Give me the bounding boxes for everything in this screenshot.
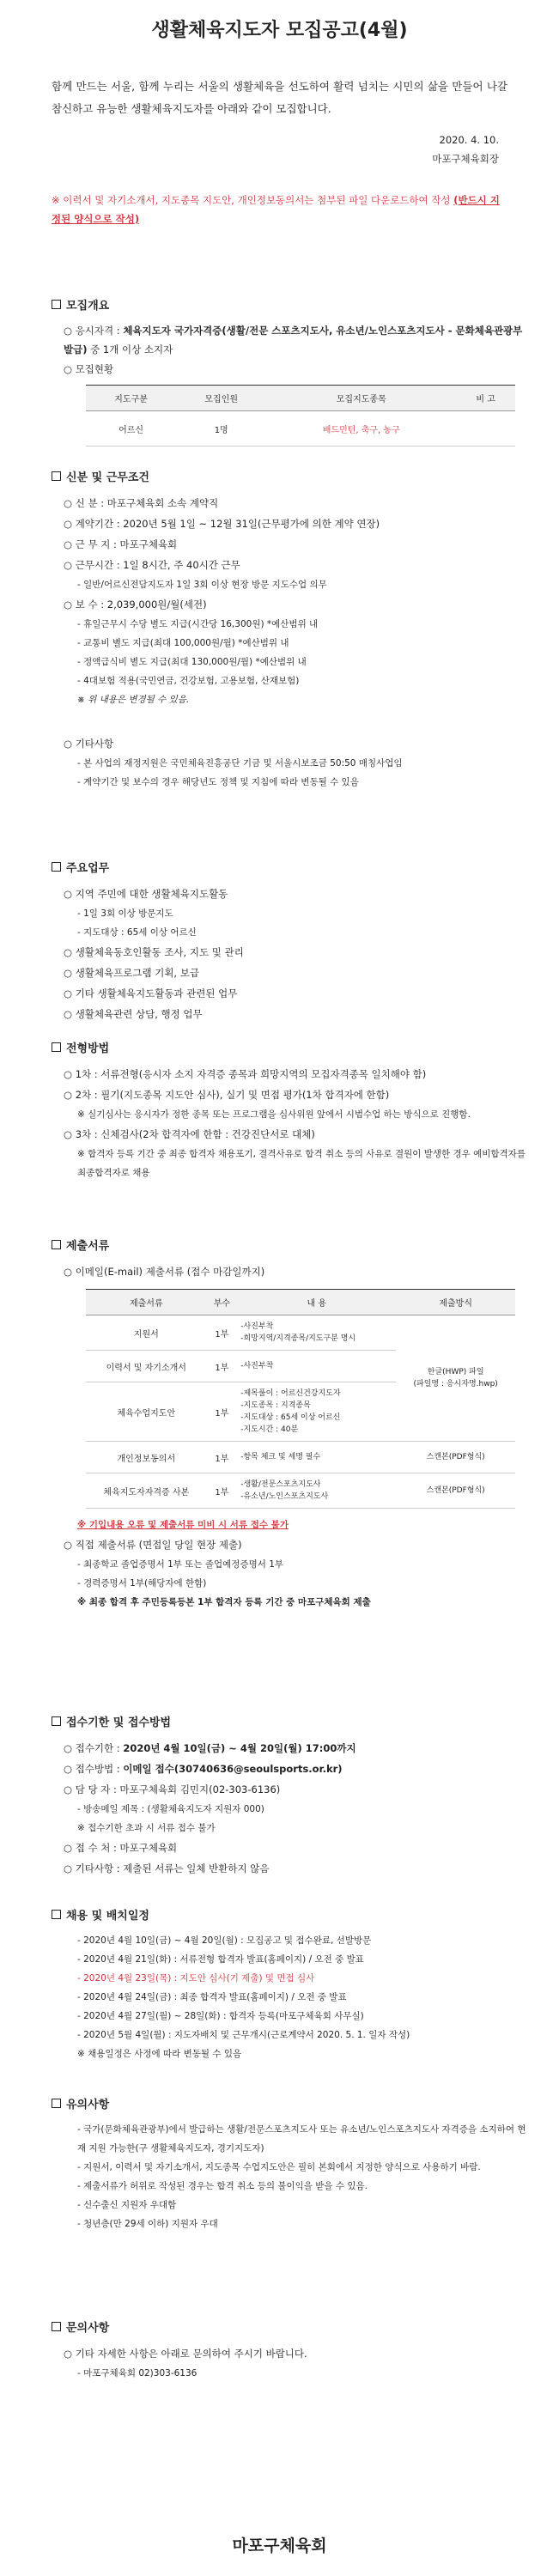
form-notice-bold: (반드시 지정된 양식으로 작성) bbox=[52, 194, 500, 225]
section-application: 접수기한 및 접수방법 ○ 접수기한 : 2020년 4월 10일(금) ~ 4월 20일(월) 17:00까지 ○ 접수방법 : 이메일 접수(30740636@seoulsports.or.kr) ○ 담 당 자 : 마포구체육회 김민지(02-303-6136) - 방송메일 제목 : (생활체육지도자 지원자 000) ※ 접수기한 초과 시 서류 접수 불가 ○ 접 수 처 : 마포구체육회 ○ 기타사항 : 제출된 서류는 일체 반환하지 않음 bbox=[52, 1713, 532, 1879]
section-heading: 접수기한 및 접수방법 bbox=[52, 1713, 532, 1729]
table-row: 지원서 1부 -사진부착 -희망지역/지격종목/지도구분 명시 한글(HWP) 파일 (파일명 : 응시자명.hwp) bbox=[86, 1315, 515, 1351]
section-heading: 유의사항 bbox=[52, 2095, 532, 2111]
checkbox-square-icon bbox=[52, 300, 61, 309]
checkbox-square-icon bbox=[52, 1910, 61, 1919]
recruit-table bbox=[86, 385, 515, 447]
intro-text: 함께 만드는 서울, 함께 누리는 서울의 생활체육을 선도하여 활력 넘치는 시민의 삶을 만들어 나갈 참신하고 유능한 생활체육지도자를 아래와 같이 모집합니다. bbox=[52, 80, 507, 115]
documents-table: 제출서류 부수 내 용 제출방식 지원서 1부 -사진부착 -희망지역/지격종목/지도구분 명시 한글(HWP) 파일 (파일명 : 응시자명.hwp) 이력서 및 자기소개서 1부 -사진부착 체육수업지도안 1부 -제목풀이 : 어르신건강지도자 -지도종목 : 지격종목 -지도대상 : 65세 이상 어르신 -지도시간 : 40분 개인정보동의서 1부 -항목 체크 및 세명 필수 스캔본(PDF형식) 체육지도자자격증 사본 1부 -생활/전문스포츠지도사 -유소년/노인스포츠지도사 스캔본(PDF형식) bbox=[86, 1289, 515, 1509]
section-documents: 제출서류 ○ 이메일(E-mail) 제출서류 (접수 마감일까지) 제출서류 부수 내 용 제출방식 지원서 1부 -사진부착 -희망지역/지격종목/지도구분 명시 한글(HWP) 파일 (파일명 : 응시자명.hwp) 이력서 및 자기소개서 1부 -사진부착 체육수업지도안 1부 -제목풀이 : 어르신건강지도자 -지도종목 : 지격종목 -지도대상 : 65세 이상 어르신 -지도시간 : 40분 개인정보동의서 1부 -항목 체크 및 세명 필수 스캔본(PDF형식) 체육지도자자격증 사본 1부 -생활/전문스포츠지도사 -유소년/노인스포츠지도사 스캔본(PDF형식) ※ 기입내용 오류 및 제출서류 미비 시 서류 접수 불가 ○ 직접 제출서류 (면접일 당일 현장 제출) - 최종학교 졸업증명서 1부 또는 졸업예정증명서 1부 - 경력증명서 1부(해당자에 한함) ※ 최종 합격 후 주민등록등본 1부 합격자 등록 기간 중 마포구체육회 제출 bbox=[52, 1236, 532, 1612]
checkbox-square-icon bbox=[52, 471, 61, 481]
section-heading: 모집개요 bbox=[52, 296, 532, 313]
date-block bbox=[0, 131, 499, 168]
section-heading: 주요업무 bbox=[52, 859, 532, 875]
form-notice-text: ※ 이력서 및 자기소개서, 지도종목 지도안, 개인정보동의서는 첨부된 파일 다운로드하여 작성 bbox=[52, 194, 451, 206]
th-division: 지도구분 bbox=[86, 386, 176, 411]
list-item: - 2020년 4월 24일(금) : 최종 합격자 발표(홈페이지) / 오전 중 발표 bbox=[77, 1992, 347, 2002]
section-duties: 주요업무 ○ 지역 주민에 대한 생활체육지도활동 - 1일 3회 이상 방문지도 - 지도대상 : 65세 이상 어르신 ○ 생활체육동호인활동 조사, 지도 및 관리 ○ 생활체육프로그램 기획, 보급 ○ 기타 생활체육지도활동과 관련된 업무 ○ 생활체육관련 상담, 행정 업무 bbox=[52, 859, 532, 1024]
section-heading: 문의사항 bbox=[52, 2318, 532, 2335]
section-heading: 제출서류 bbox=[52, 1236, 532, 1253]
section-recruit-overview bbox=[52, 296, 532, 447]
th-count: 모집인원 bbox=[176, 386, 266, 411]
email-link[interactable]: 이메일 접수(30740636@seoulsports.or.kr) bbox=[123, 1763, 343, 1775]
list-item: - 2020년 4월 21일(화) : 서류전형 합격자 발표(홈페이지) / 오전 중 발표 bbox=[77, 1954, 364, 1965]
th-note: 비 고 bbox=[456, 386, 515, 411]
list-item: - 2020년 4월 23일(목) : 지도안 심사(기 제출) 및 면접 심사 bbox=[77, 1973, 315, 1984]
checkbox-square-icon bbox=[52, 862, 61, 872]
page-title: 생활체육지도자 모집공고(4월) bbox=[151, 20, 408, 41]
th-sports: 모집지도종목 bbox=[266, 386, 456, 411]
section-selection: 전형방법 ○ 1차 : 서류전형(응시자 소지 자격증 종목과 희망지역의 모집자격종목 일치해야 함) ○ 2차 : 필기(지도종목 지도안 심사), 실기 및 면접 평가(1차 합격자에 한함) ※ 실기심사는 응시자가 정한 종목 또는 프로그램을 심사위원 앞에서 시범수업 하는 방식으로 진행함. ○ 3차 : 신체검사(2차 합격자에 한함 : 건강진단서로 대체) ※ 합격자 등록 기간 중 최종 합격자 채용포기, 결격사유로 합격 취소 등의 사유로 결원이 발생한 경우 예비합격자를 최종합격자로 채용 bbox=[52, 1039, 532, 1182]
checkbox-square-icon bbox=[52, 2322, 61, 2331]
list-item: - 2020년 4월 27일(월) ~ 28일(화) : 합격자 등록(마포구체육회 사무실) bbox=[77, 2011, 364, 2021]
table-row: 체육지도자자격증 사본 1부 -생활/전문스포츠지도사 -유소년/노인스포츠지도사 스캔본(PDF형식) bbox=[86, 1473, 515, 1509]
table-row: 체육수업지도안 1부 -제목풀이 : 어르신건강지도자 -지도종목 : 지격종목 -지도대상 : 65세 이상 어르신 -지도시간 : 40분 bbox=[86, 1382, 515, 1442]
section-cautions: 유의사항 - 국가(문화체육관광부)에서 발급하는 생활/전문스포츠지도사 또는 유소년/노인스포츠지도사 자격증을 소지하여 현재 지원 가능한(구 생활체육지도자, 경기지도자) - 지원서, 이력서 및 자기소개서, 지도종목 수업지도안은 필히 본회에서 지정한 양식으로 사용하기 바람. - 제출서류가 허위로 작성된 경우는 합격 취소 등의 불이익을 받을 수 있음. - 신수출신 지원자 우대함 - 청년층(만 29세 이하) 지원자 우대 bbox=[52, 2095, 532, 2233]
form-notice bbox=[52, 191, 507, 228]
table-row: 개인정보동의서 1부 -항목 체크 및 세명 필수 스캔본(PDF형식) bbox=[86, 1442, 515, 1473]
section-schedule: 채용 및 배치일정 - 2020년 4월 10일(금) ~ 4월 20일(월) : 모집공고 및 접수완료, 선발방문 - 2020년 4월 21일(화) : 서류전형 합격자 발표(홈페이지) / 오전 중 발표 - 2020년 4월 23일(목) : 지도안 심사(기 제출) 및 면접 심사 - 2020년 4월 24일(금) : 최종 합격자 발표(홈페이지) / 오전 중 발표 - 2020년 4월 27일(월) ~ 28일(화) : 합격자 등록(마포구체육회 사무실) - 2020년 5월 4일(월) : 지도자배치 및 근무개시(근로계약서 2020. 5. 1. 일자 작성) ※ 채용일정은 사정에 따라 변동될 수 있음 bbox=[52, 1906, 532, 2063]
checkbox-square-icon bbox=[52, 1240, 61, 1249]
table-row: 어르신 1명 배드민턴, 축구, 농구 bbox=[86, 411, 515, 447]
qualification: ○ 응시자격 : 체육지도자 국가자격증(생활/전문 스포츠지도사, 유소년/노인스포츠지도사 - 문화체육관광부 발급) 중 1개 이상 소지자 bbox=[64, 325, 523, 355]
list-item: - 2020년 5월 4일(월) : 지도자배치 및 근무개시(근로계약서 2020. 5. 1. 일자 작성) bbox=[77, 2030, 410, 2040]
section-heading: 전형방법 bbox=[52, 1039, 532, 1055]
status-label: ○ 모집현황 bbox=[64, 363, 114, 375]
checkbox-square-icon bbox=[52, 1042, 61, 1052]
section-contact: 문의사항 ○ 기타 자세한 사항은 아래로 문의하여 주시기 바랍니다. - 마포구체육회 02)303-6136 bbox=[52, 2318, 532, 2383]
table-row: 이력서 및 자기소개서 1부 -사진부착 bbox=[86, 1351, 515, 1382]
issuer: 마포구체육회장 bbox=[432, 153, 499, 165]
section-heading: 신분 및 근무조건 bbox=[52, 468, 532, 484]
footer-org: 마포구체육회 bbox=[232, 2537, 327, 2555]
list-item: - 2020년 4월 10일(금) ~ 4월 20일(월) : 모집공고 및 접수완료, 선발방문 bbox=[77, 1935, 372, 1946]
section-conditions: 신분 및 근무조건 ○ 신 분 : 마포구체육회 소속 계약직 ○ 계약기간 : 2020년 5월 1일 ~ 12월 31일(근무평가에 의한 계약 연장) ○ 근 무 지 : 마포구체육회 ○ 근무시간 : 1일 8시간, 주 40시간 근무 - 일반/어르신전담지도자 1일 3회 이상 현장 방문 지도수업 의무 ○ 보 수 : 2,039,000원/월(세전) - 휴일근무시 수당 별도 지급(시간당 16,300원) *예산범위 내 - 교통비 별도 지급(최대 100,000원/월) *예산범위 내 - 정액급식비 별도 지급(최대 130,000원/월) *예산범위 내 - 4대보험 적용(국민연금, 건강보험, 고용보험, 산재보험) ※ 위 내용은 변경될 수 있음. ○ 기타사항 - 본 사업의 재정지원은 국민체육진흥공단 기금 및 서울시보조금 50:50 매칭사업임 - 계약기간 및 보수의 경우 해당년도 정책 및 지침에 따라 변동될 수 있음 bbox=[52, 468, 532, 792]
checkbox-square-icon bbox=[52, 2099, 61, 2108]
checkbox-square-icon bbox=[52, 1716, 61, 1726]
section-heading: 채용 및 배치일정 bbox=[52, 1906, 532, 1923]
notice-date: 2020. 4. 10. bbox=[439, 134, 499, 146]
